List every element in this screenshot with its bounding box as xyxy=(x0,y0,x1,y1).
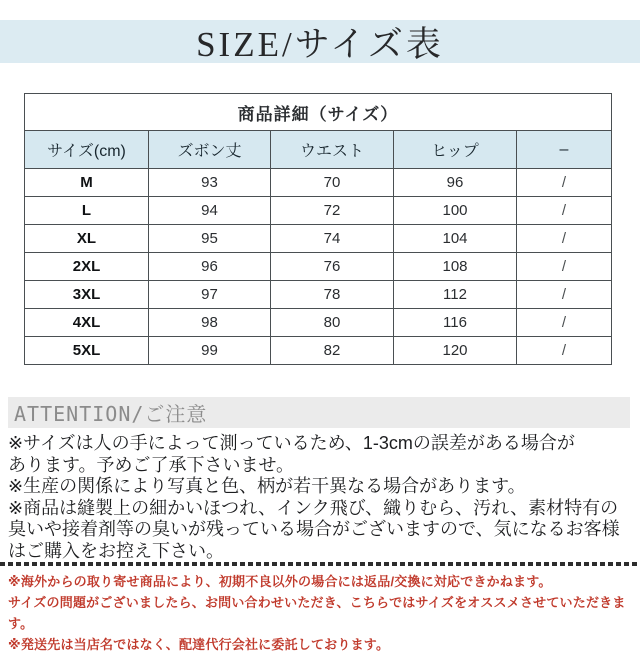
size-cell: 5XL xyxy=(25,337,149,365)
note-line: はご購入をお控え下さい。 xyxy=(8,540,224,561)
disclaimer-line: ※海外からの取り寄せ商品により、初期不良以外の場合には返品/交換に対応できかねます。 xyxy=(8,574,552,589)
size-table-container xyxy=(24,93,611,365)
table-row xyxy=(25,253,612,281)
waist-cell: 80 xyxy=(271,309,394,337)
hip-cell: 100 xyxy=(394,197,517,225)
hip-cell: 96 xyxy=(394,169,517,197)
page-title: SIZE/サイズ表 xyxy=(196,24,444,64)
column-header-dash: – xyxy=(517,131,612,169)
hip-cell: 104 xyxy=(394,225,517,253)
table-row xyxy=(25,169,612,197)
hip-cell: 116 xyxy=(394,309,517,337)
title-band xyxy=(0,20,640,63)
inseam-cell: 95 xyxy=(149,225,271,253)
size-table xyxy=(24,93,612,365)
dashed-separator xyxy=(0,562,640,566)
size-cell: M xyxy=(25,169,149,197)
note-line: ※生産の関係により写真と色、柄が若干異なる場合があります。 xyxy=(8,476,526,496)
table-row xyxy=(25,281,612,309)
column-header-waist: ウエスト xyxy=(271,131,394,169)
inseam-cell: 96 xyxy=(149,253,271,281)
dash-cell: / xyxy=(517,309,612,337)
table-caption: 商品詳細（サイズ） xyxy=(25,94,612,131)
attention-heading: ATTENTION/ご注意 xyxy=(14,402,208,426)
note-line: ※サイズは人の手によって測っているため、1-3cmの誤差がある場合が xyxy=(8,433,575,453)
size-cell: 2XL xyxy=(25,253,149,281)
column-header-size: サイズ(cm) xyxy=(25,131,149,169)
dash-cell: / xyxy=(517,169,612,197)
dash-cell: / xyxy=(517,197,612,225)
inseam-cell: 97 xyxy=(149,281,271,309)
note-line: 臭いや接着剤等の臭いが残っている場合がございますので、気になるお客様 xyxy=(8,519,620,539)
hip-cell: 112 xyxy=(394,281,517,309)
size-cell: L xyxy=(25,197,149,225)
inseam-cell: 94 xyxy=(149,197,271,225)
disclaimer-line: ※発送先は当店名ではなく、配達代行会社に委託しております。 xyxy=(8,637,390,652)
column-header-inseam: ズボン丈 xyxy=(149,131,271,169)
notes-block xyxy=(8,433,638,562)
dash-cell: / xyxy=(517,253,612,281)
waist-cell: 82 xyxy=(271,337,394,365)
waist-cell: 74 xyxy=(271,225,394,253)
disclaimer-block xyxy=(8,571,640,655)
table-row xyxy=(25,197,612,225)
inseam-cell: 99 xyxy=(149,337,271,365)
size-cell: 3XL xyxy=(25,281,149,309)
inseam-cell: 93 xyxy=(149,169,271,197)
dash-cell: / xyxy=(517,225,612,253)
attention-band xyxy=(8,397,630,428)
waist-cell: 76 xyxy=(271,253,394,281)
table-row xyxy=(25,337,612,365)
hip-cell: 108 xyxy=(394,253,517,281)
disclaimer-line: サイズの問題がございましたら、お問い合わせいただき、こちらではサイズをオススメさせていただきます。 xyxy=(8,595,626,631)
waist-cell: 70 xyxy=(271,169,394,197)
waist-cell: 72 xyxy=(271,197,394,225)
size-cell: 4XL xyxy=(25,309,149,337)
table-row xyxy=(25,225,612,253)
table-row xyxy=(25,309,612,337)
table-header-row xyxy=(25,131,612,169)
dash-cell: / xyxy=(517,281,612,309)
size-cell: XL xyxy=(25,225,149,253)
hip-cell: 120 xyxy=(394,337,517,365)
column-header-hip: ヒップ xyxy=(394,131,517,169)
inseam-cell: 98 xyxy=(149,309,271,337)
waist-cell: 78 xyxy=(271,281,394,309)
note-line: ※商品は縫製上の細かいほつれ、インク飛び、織りむら、汚れ、素材特有の xyxy=(8,497,619,518)
table-caption-row xyxy=(25,94,612,131)
note-line: あります。予めご了承下さいませ。 xyxy=(8,454,295,475)
dash-cell: / xyxy=(517,337,612,365)
